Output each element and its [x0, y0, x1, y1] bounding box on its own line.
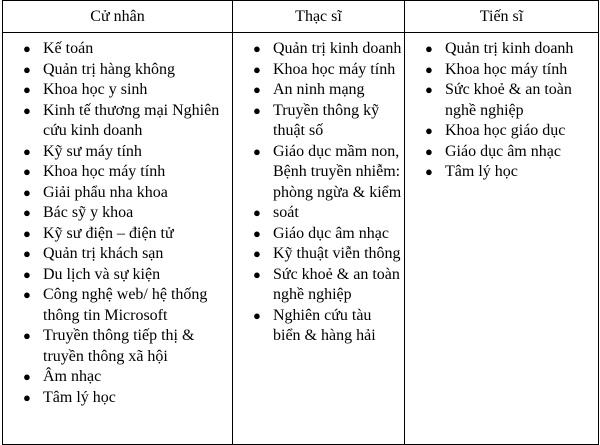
- bullet-icon: ●: [23, 246, 31, 261]
- list-item-text: Kinh tế thương mại Nghiên cứu kinh doanh: [43, 101, 220, 139]
- list-item-text: Giải phẩu nha khoa: [43, 183, 168, 201]
- bullet-icon: ●: [23, 225, 31, 241]
- list-item: [23, 326, 230, 367]
- list-item: [23, 224, 230, 245]
- list-item-text: Sức khoẻ & an toàn nghề nghiệp: [445, 81, 572, 119]
- list-item-text: Truyền thông kỹ thuật số: [273, 101, 380, 139]
- cell-bachelor: [3, 33, 233, 445]
- list-item: [23, 80, 230, 101]
- bullet-icon: ●: [253, 266, 261, 282]
- list-item: [425, 80, 596, 121]
- list-item: [253, 265, 402, 306]
- list-item-text: Giáo dục âm nhạc: [445, 142, 561, 160]
- bullet-icon: ●: [23, 287, 31, 302]
- list-item: [23, 265, 230, 286]
- list-item: [253, 142, 402, 204]
- list-item-text: Giáo dục mầm non, Bệnh truyền nhiễm: phòng ngừa & kiểm: [273, 142, 402, 201]
- content-row: [3, 33, 599, 445]
- list-item: [253, 60, 402, 81]
- list-item: [23, 183, 230, 204]
- list-item: [23, 60, 230, 81]
- bullet-icon: ●: [253, 82, 261, 97]
- list-item-text: Kỹ sư điện – điện tử: [43, 224, 174, 242]
- list-item: [23, 244, 230, 265]
- header-bachelor: Cử nhân: [3, 1, 233, 33]
- list-item-text: Kỹ sư máy tính: [43, 142, 142, 160]
- list-item-text: An ninh mạng: [273, 81, 365, 98]
- list-item-text: Nghiên cứu tàu biển & hàng hải: [273, 306, 376, 344]
- list-item: [425, 39, 596, 60]
- bullet-icon: ●: [425, 41, 433, 56]
- bullet-icon: ●: [253, 143, 261, 159]
- list-item: [425, 60, 596, 81]
- list-item: [23, 285, 230, 326]
- list-item: [253, 224, 402, 245]
- list-item-text: Khoa học máy tính: [273, 60, 396, 78]
- list-item-text: Sức khoẻ & an toàn nghề nghiệp: [273, 265, 400, 303]
- header-row: [3, 1, 599, 33]
- list-item-text: Du lịch và sự kiện: [43, 265, 161, 283]
- list-item-text: soát: [273, 204, 299, 221]
- bullet-icon: ●: [23, 369, 31, 384]
- bullet-icon: ●: [253, 102, 261, 118]
- bachelor-list: [3, 33, 232, 408]
- list-item: [253, 101, 402, 142]
- list-item-text: Khoa học y sinh: [43, 81, 148, 98]
- bullet-icon: ●: [23, 82, 31, 97]
- list-item-text: Giáo dục âm nhạc: [273, 224, 389, 242]
- header-master: Thạc sĩ: [233, 1, 405, 33]
- list-item-text: Âm nhạc: [43, 368, 102, 385]
- doctorate-list: [405, 33, 598, 183]
- list-item: [23, 142, 230, 163]
- bullet-icon: ●: [23, 102, 31, 118]
- list-item-text: Khoa học máy tính: [445, 60, 568, 78]
- bullet-icon: ●: [253, 246, 261, 261]
- bullet-icon: ●: [253, 205, 261, 220]
- list-item: [425, 142, 596, 163]
- bullet-icon: ●: [425, 164, 433, 179]
- bullet-icon: ●: [23, 389, 31, 405]
- list-item: [253, 244, 402, 265]
- list-item-text: Khoa học máy tính: [43, 163, 166, 180]
- list-item-text: Khoa học giáo dục: [445, 122, 566, 139]
- list-item-text: Tâm lý học: [43, 388, 116, 406]
- list-item-text: Truyền thông tiếp thị & truyền thông xã hội: [43, 327, 195, 365]
- bullet-icon: ●: [253, 225, 261, 241]
- list-item-text: Công nghệ web/ hệ thống thông tin Microsoft: [43, 286, 208, 324]
- list-item-text: Bác sỹ y khoa: [43, 204, 134, 221]
- list-item: [23, 388, 230, 409]
- bullet-icon: ●: [23, 41, 31, 56]
- bullet-icon: ●: [253, 61, 261, 77]
- list-item-text: Kỹ thuật viễn thông: [273, 245, 401, 262]
- master-list: [233, 33, 404, 347]
- bullet-icon: ●: [425, 143, 433, 159]
- bullet-icon: ●: [425, 82, 433, 97]
- list-item: [253, 203, 402, 224]
- header-doctorate: Tiến sĩ: [405, 1, 599, 33]
- bullet-icon: ●: [425, 61, 433, 77]
- list-item: [23, 162, 230, 183]
- bullet-icon: ●: [253, 307, 261, 323]
- list-item-text: Kế toán: [43, 40, 94, 57]
- list-item: [425, 121, 596, 142]
- list-item-text: Quản trị hàng không: [43, 60, 175, 78]
- cell-doctorate: [405, 33, 599, 445]
- list-item: [23, 203, 230, 224]
- list-item: [253, 80, 402, 101]
- list-item: [425, 162, 596, 183]
- bullet-icon: ●: [23, 205, 31, 220]
- bullet-icon: ●: [23, 164, 31, 179]
- bullet-icon: ●: [23, 184, 31, 200]
- list-item: [253, 306, 402, 347]
- list-item-text: Tâm lý học: [445, 163, 518, 180]
- bullet-icon: ●: [425, 123, 433, 138]
- list-item: [23, 39, 230, 60]
- degree-table: [2, 0, 599, 445]
- bullet-icon: ●: [23, 328, 31, 343]
- bullet-icon: ●: [23, 143, 31, 159]
- bullet-icon: ●: [253, 41, 261, 56]
- list-item: [253, 39, 402, 60]
- list-item-text: Quản trị kinh doanh: [445, 40, 574, 57]
- list-item-text: Quản trị khách sạn: [43, 245, 164, 262]
- list-item-text: Quản trị kinh doanh: [273, 40, 402, 57]
- bullet-icon: ●: [23, 61, 31, 77]
- list-item: [23, 101, 230, 142]
- bullet-icon: ●: [23, 266, 31, 282]
- cell-master: [233, 33, 405, 445]
- list-item: [23, 367, 230, 388]
